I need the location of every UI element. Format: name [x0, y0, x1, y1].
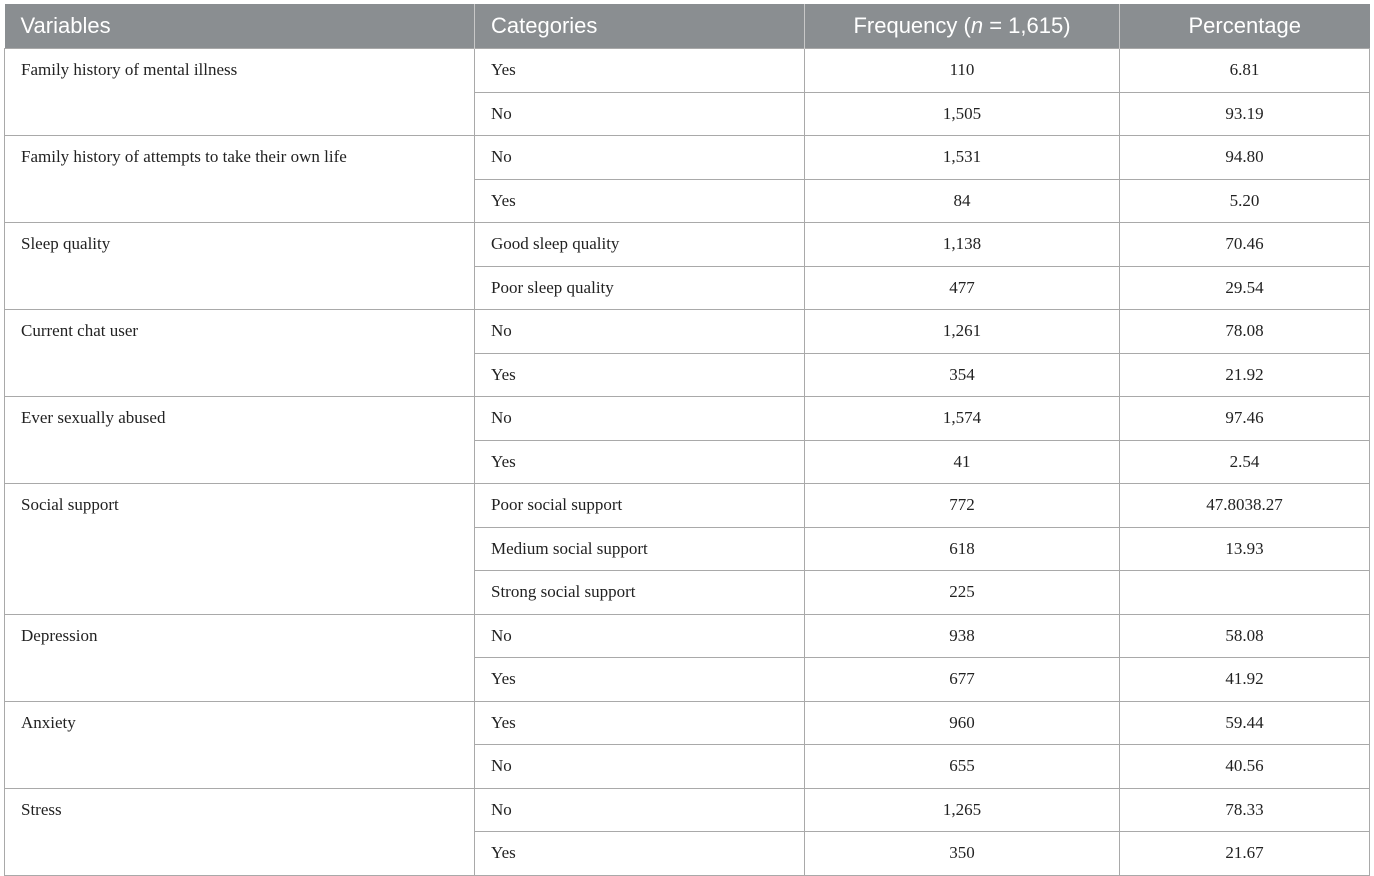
variable-cell: Family history of attempts to take their own life: [5, 136, 475, 223]
category-cell: Poor social support: [475, 484, 805, 528]
frequency-cell: 772: [805, 484, 1120, 528]
category-cell: Yes: [475, 179, 805, 223]
table-row: [5, 310, 1370, 354]
table-header-row: [5, 4, 1370, 49]
percentage-cell: 47.8038.27: [1120, 484, 1370, 528]
percentage-cell: 94.80: [1120, 136, 1370, 180]
frequency-cell: 1,531: [805, 136, 1120, 180]
table-body: [5, 49, 1370, 876]
percentage-cell: 29.54: [1120, 266, 1370, 310]
percentage-cell: 21.92: [1120, 353, 1370, 397]
percentage-cell: 78.08: [1120, 310, 1370, 354]
table-row: [5, 484, 1370, 528]
data-table: [4, 4, 1370, 876]
category-cell: Yes: [475, 440, 805, 484]
percentage-cell: 41.92: [1120, 658, 1370, 702]
frequency-cell: 477: [805, 266, 1120, 310]
frequency-cell: 1,574: [805, 397, 1120, 441]
frequency-cell: 1,261: [805, 310, 1120, 354]
percentage-cell: [1120, 571, 1370, 615]
variable-cell: Family history of mental illness: [5, 49, 475, 136]
percentage-cell: 93.19: [1120, 92, 1370, 136]
percentage-cell: 2.54: [1120, 440, 1370, 484]
table-row: [5, 614, 1370, 658]
percentage-cell: 5.20: [1120, 179, 1370, 223]
percentage-cell: 70.46: [1120, 223, 1370, 267]
header-frequency-n: n: [970, 13, 984, 38]
variable-cell: Ever sexually abused: [5, 397, 475, 484]
frequency-cell: 350: [805, 832, 1120, 876]
frequency-cell: 618: [805, 527, 1120, 571]
frequency-cell: 938: [805, 614, 1120, 658]
table-row: [5, 49, 1370, 93]
category-cell: Poor sleep quality: [475, 266, 805, 310]
category-cell: Yes: [475, 701, 805, 745]
percentage-cell: 21.67: [1120, 832, 1370, 876]
category-cell: No: [475, 614, 805, 658]
table-row: [5, 701, 1370, 745]
frequency-cell: 655: [805, 745, 1120, 789]
percentage-cell: 78.33: [1120, 788, 1370, 832]
category-cell: No: [475, 92, 805, 136]
category-cell: Good sleep quality: [475, 223, 805, 267]
percentage-cell: 59.44: [1120, 701, 1370, 745]
category-cell: No: [475, 397, 805, 441]
frequency-cell: 84: [805, 179, 1120, 223]
percentage-cell: 13.93: [1120, 527, 1370, 571]
percentage-cell: 40.56: [1120, 745, 1370, 789]
percentage-cell: 97.46: [1120, 397, 1370, 441]
category-cell: Medium social support: [475, 527, 805, 571]
frequency-cell: 225: [805, 571, 1120, 615]
frequency-cell: 677: [805, 658, 1120, 702]
header-variables: Variables: [5, 4, 475, 49]
header-frequency-suffix: = 1,615): [983, 13, 1071, 38]
frequency-cell: 960: [805, 701, 1120, 745]
category-cell: No: [475, 745, 805, 789]
category-cell: No: [475, 788, 805, 832]
category-cell: Yes: [475, 353, 805, 397]
table-row: [5, 223, 1370, 267]
table-row: [5, 788, 1370, 832]
header-frequency: [805, 4, 1120, 49]
frequency-cell: 1,265: [805, 788, 1120, 832]
category-cell: Yes: [475, 832, 805, 876]
variable-cell: Sleep quality: [5, 223, 475, 310]
percentage-cell: 58.08: [1120, 614, 1370, 658]
variable-cell: Stress: [5, 788, 475, 875]
category-cell: No: [475, 310, 805, 354]
frequency-cell: 41: [805, 440, 1120, 484]
frequency-cell: 354: [805, 353, 1120, 397]
category-cell: Strong social support: [475, 571, 805, 615]
variable-cell: Social support: [5, 484, 475, 615]
table-row: [5, 136, 1370, 180]
header-percentage: Percentage: [1120, 4, 1370, 49]
frequency-cell: 110: [805, 49, 1120, 93]
header-frequency-prefix: Frequency (: [853, 13, 971, 38]
table-row: [5, 397, 1370, 441]
variable-cell: Depression: [5, 614, 475, 701]
frequency-cell: 1,505: [805, 92, 1120, 136]
category-cell: Yes: [475, 49, 805, 93]
frequency-cell: 1,138: [805, 223, 1120, 267]
variable-cell: Current chat user: [5, 310, 475, 397]
header-categories: Categories: [475, 4, 805, 49]
category-cell: No: [475, 136, 805, 180]
percentage-cell: 6.81: [1120, 49, 1370, 93]
category-cell: Yes: [475, 658, 805, 702]
variable-cell: Anxiety: [5, 701, 475, 788]
